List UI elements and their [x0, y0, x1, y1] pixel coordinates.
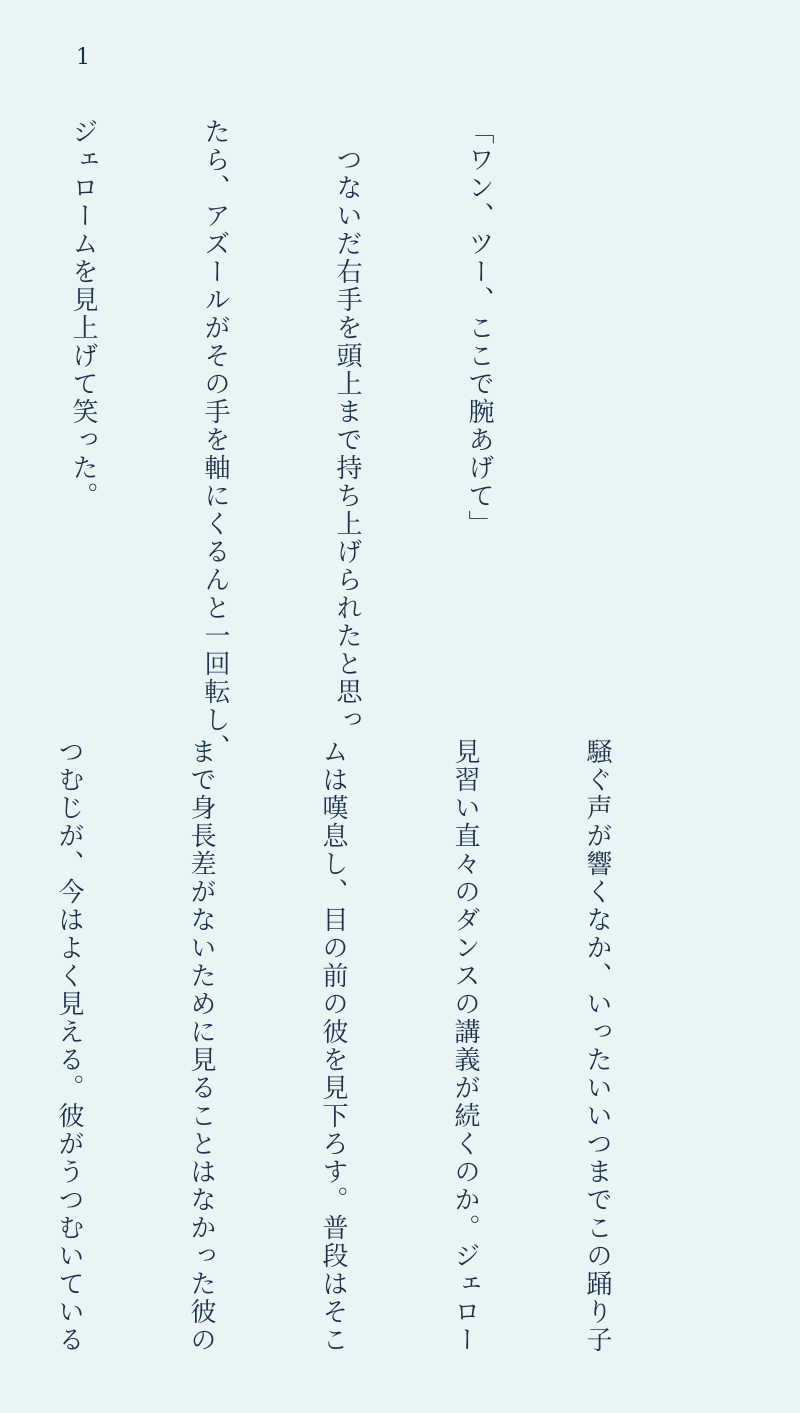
- text-line: ジェロームを見上げて笑った。: [68, 118, 98, 510]
- text-line: たら、アズールがその手を軸にくるんと一回転し、: [200, 118, 230, 762]
- text-line: 「ワン、ツー、ここで腕あげて」: [464, 118, 494, 538]
- text-block-bottom: [54, 738, 707, 1354]
- text-line: ムは嘆息し、目の前の彼を見下ろす。普段はそこ: [318, 738, 348, 1354]
- text-line: つむじが、今はよく見える。彼がうつむいている: [54, 738, 84, 1354]
- text-line: つないだ右手を頭上まで持ち上げられたと思っ: [332, 118, 362, 734]
- text-line: 騒ぐ声が響くなか、いったいいつまでこの踊り子: [582, 738, 612, 1354]
- text-block-top: [68, 118, 589, 762]
- text-line: 見習い直々のダンスの講義が続くのか。ジェロー: [450, 738, 480, 1354]
- text-line: まで身長差がないために見ることはなかった彼の: [186, 738, 216, 1354]
- page-number: 1: [76, 45, 90, 70]
